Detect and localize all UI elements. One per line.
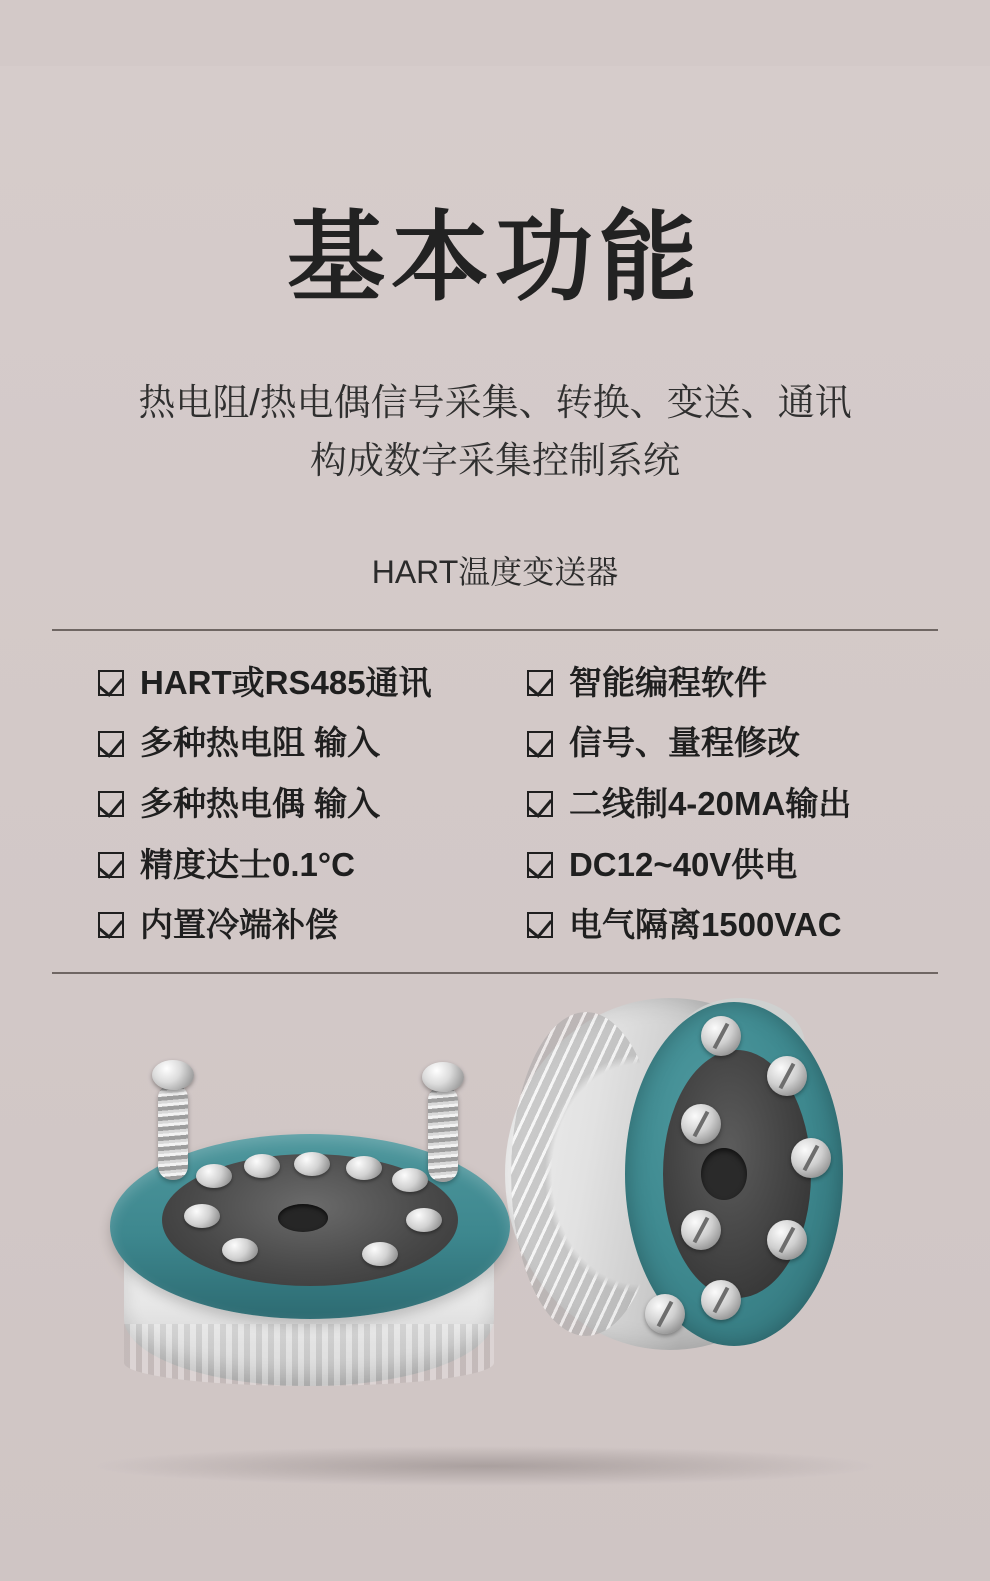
feature-column-right xyxy=(515,661,938,948)
checkmark-icon xyxy=(98,670,124,696)
terminal-screw xyxy=(184,1204,220,1228)
feature-label: 信号、量程修改 xyxy=(568,724,800,762)
page-title: 基本功能 xyxy=(286,201,703,312)
spring-screw-head xyxy=(152,1060,194,1090)
terminal-screw xyxy=(645,1294,685,1334)
temperature-transmitter-module-lying xyxy=(110,1076,510,1406)
terminal-screw xyxy=(294,1152,330,1176)
checkmark-icon xyxy=(98,791,124,817)
product-name: HART温度变送器 xyxy=(371,553,619,590)
terminal-screw xyxy=(196,1164,232,1188)
feature-label: HART或RS485通讯 xyxy=(140,663,432,701)
temperature-transmitter-module-standing xyxy=(505,998,835,1353)
checkmark-icon xyxy=(527,791,553,817)
terminal-screw xyxy=(681,1104,721,1144)
terminal-screw xyxy=(346,1156,382,1180)
checkmark-icon xyxy=(527,670,553,696)
feature-label: 电气隔离1500VAC xyxy=(568,906,842,944)
checkmark-icon xyxy=(98,852,124,878)
terminal-screw xyxy=(791,1138,831,1178)
terminal-screw xyxy=(701,1280,741,1320)
feature-item xyxy=(98,903,515,948)
terminal-screw xyxy=(392,1168,428,1192)
terminal-screw xyxy=(767,1220,807,1260)
feature-label: 智能编程软件 xyxy=(568,663,767,701)
terminal-screw xyxy=(767,1056,807,1096)
feature-item xyxy=(98,843,515,888)
terminal-screw xyxy=(244,1154,280,1178)
feature-column-left xyxy=(52,661,515,948)
product-photo xyxy=(0,980,990,1492)
feature-label: 二线制4-20MA输出 xyxy=(568,784,852,822)
terminal-screw xyxy=(681,1210,721,1250)
checkmark-icon xyxy=(98,731,124,757)
divider-bottom xyxy=(52,972,938,974)
feature-label: 内置冷端补偿 xyxy=(140,906,338,944)
checkmark-icon xyxy=(527,912,553,938)
terminal-screw xyxy=(362,1242,398,1266)
page-subtitle xyxy=(0,374,990,489)
spring-contact xyxy=(158,1084,188,1180)
feature-item xyxy=(98,661,515,706)
subtitle-line-1: 热电阻/热电偶信号采集、转换、变送、通讯 xyxy=(138,382,852,424)
feature-item xyxy=(527,661,938,706)
feature-item xyxy=(527,903,938,948)
feature-item xyxy=(527,782,938,827)
subtitle-line-2: 构成数字采集控制系统 xyxy=(310,439,680,481)
spring-contact xyxy=(428,1086,458,1182)
checkmark-icon xyxy=(527,731,553,757)
spring-screw-head xyxy=(422,1062,464,1092)
checkmark-icon xyxy=(527,852,553,878)
feature-list xyxy=(52,631,938,948)
terminal-screw xyxy=(701,1016,741,1056)
module-center-hole xyxy=(701,1148,747,1200)
feature-label: 多种热电阻 输入 xyxy=(140,724,381,762)
product-shadow xyxy=(90,1446,880,1486)
module-center-hole xyxy=(278,1204,328,1232)
terminal-screw xyxy=(406,1208,442,1232)
feature-label: 多种热电偶 输入 xyxy=(140,784,381,822)
product-feature-page xyxy=(0,66,990,1581)
feature-item xyxy=(527,721,938,766)
feature-label: DC12~40V供电 xyxy=(568,845,798,883)
feature-label: 精度达士0.1°C xyxy=(140,845,355,883)
feature-item xyxy=(98,782,515,827)
checkmark-icon xyxy=(98,912,124,938)
feature-item xyxy=(98,721,515,766)
terminal-screw xyxy=(222,1238,258,1262)
feature-item xyxy=(527,843,938,888)
